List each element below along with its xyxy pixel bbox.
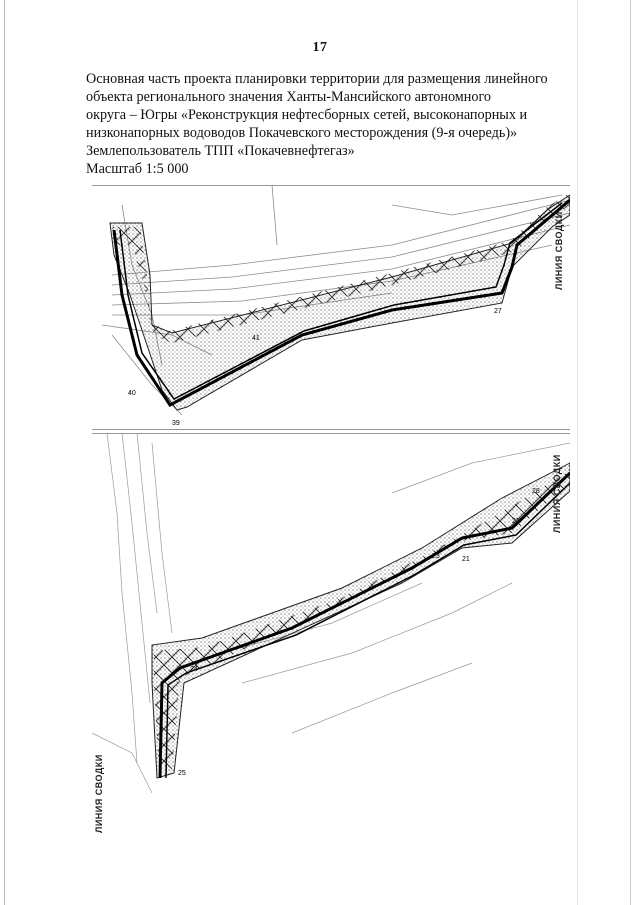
title-line-1: Основная часть проекта планировки территории для размещения линейного (86, 71, 548, 87)
page-number: 17 (312, 40, 328, 55)
title-line-4: низконапорных водоводов Покачевского месторождения (9-я очередь)» (86, 125, 518, 141)
point-label-41: 41 (252, 335, 260, 342)
matchline-label-top: ЛИНИЯ СВОДКИ (554, 211, 564, 290)
page-edge-right-faint (577, 0, 578, 905)
title-line-2: объекта регионального значения Ханты-Мансийского автономного (86, 89, 492, 105)
scale-line: Масштаб 1:5 000 (86, 161, 189, 177)
map-top-drawing (92, 185, 570, 430)
land-user-line: Землепользователь ТПП «Покачевнефтегаз» (86, 143, 355, 159)
point-label-25: 25 (178, 770, 186, 777)
planning-map-top (92, 185, 570, 430)
page-edge-left (4, 0, 5, 905)
point-label-27: 27 (494, 308, 502, 315)
point-label-21: 21 (462, 556, 470, 563)
point-label-40: 40 (128, 390, 136, 397)
document-header (86, 70, 566, 178)
point-label-28: 28 (532, 488, 540, 495)
matchline-label-bottom-left: ЛИНИЯ СВОДКИ (94, 754, 104, 833)
title-line-3: округа – Югры «Реконструкция нефтесборных сетей, высоконапорных и (86, 107, 528, 123)
page-edge-right (630, 0, 631, 905)
point-label-39: 39 (172, 420, 180, 427)
point-label-24: 24 (190, 666, 198, 673)
matchline-label-bottom-right: ЛИНИЯ СВОДКИ (552, 454, 562, 533)
map-bottom-drawing (92, 433, 570, 835)
point-label-23: 23 (432, 553, 440, 560)
planning-map-bottom (92, 433, 570, 835)
point-label-22: 22 (512, 518, 520, 525)
